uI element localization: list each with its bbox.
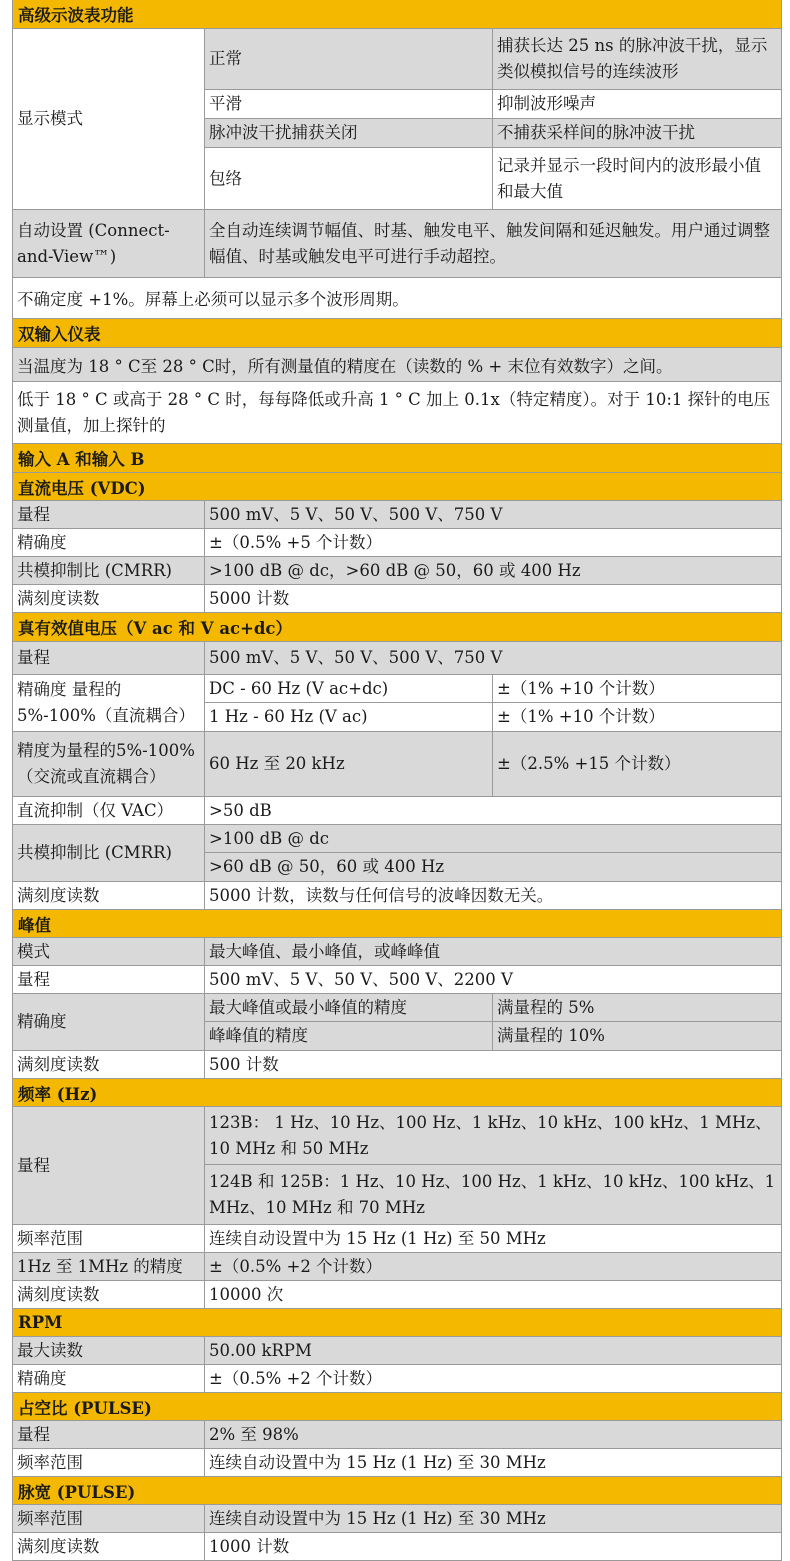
freq-range-group: [13, 1107, 781, 1225]
row-value: >100 dB @ dc: [205, 825, 781, 852]
section-title: 峰值: [18, 915, 51, 935]
section-header-dual-meter: [13, 319, 781, 348]
note-text: 当温度为 18 ° C至 28 ° C时，所有测量值的精度在（读数的 % + 末位有效数字）之间。: [17, 356, 673, 376]
section-title: 直流电压 (VDC): [18, 478, 146, 498]
row-label: 频率范围: [13, 1449, 205, 1476]
row-label: 模式: [13, 938, 205, 965]
acc-row: [205, 675, 781, 703]
vac-cmrr-group: [13, 825, 781, 882]
row-label: 量程: [13, 1107, 205, 1224]
peak-fullscale-row: [13, 1051, 781, 1079]
acc-condition: 峰峰值的精度: [205, 1022, 493, 1050]
row-label: 1Hz 至 1MHz 的精度: [13, 1253, 205, 1280]
freq-range-row: [205, 1165, 781, 1224]
row-label: 满刻度读数: [13, 585, 205, 612]
peak-accuracy-group: [13, 994, 781, 1051]
acc-value: ±（1% +10 个计数）: [493, 675, 781, 702]
row-label: 精确度: [13, 994, 205, 1050]
mode-row: [205, 119, 781, 148]
section-header-freq: [13, 1079, 781, 1107]
section-header-vdc: [13, 473, 781, 501]
row-value: 50.00 kRPM: [205, 1337, 781, 1364]
row-value: 500 计数: [205, 1051, 781, 1078]
vdc-row: [13, 585, 781, 613]
section-title: 双输入仪表: [18, 325, 101, 344]
section-title: 输入 A 和输入 B: [18, 450, 145, 469]
acc-row: [205, 994, 781, 1022]
row-label: 频率范围: [13, 1505, 205, 1532]
row-value: 10000 次: [205, 1281, 781, 1308]
mode-row: [205, 90, 781, 119]
vac-accuracy-group: [13, 675, 781, 732]
row-value: 124B 和 125B：1 Hz、10 Hz、100 Hz、1 kHz、10 kHz、100 kHz、1 MHz、10 MHz 和 70 MHz: [205, 1165, 781, 1224]
row-label: 量程: [13, 966, 205, 993]
row-label: 量程: [13, 1421, 205, 1448]
section-header-pulse: [13, 1477, 781, 1505]
row-label: 直流抑制（仅 VAC）: [13, 797, 205, 824]
row-value: 123B： 1 Hz、10 Hz、100 Hz、1 kHz、10 kHz、100 kHz、1 MHz、10 MHz 和 50 MHz: [205, 1107, 781, 1164]
row-value: 2% 至 98%: [205, 1421, 781, 1448]
section-header-rpm: [13, 1309, 781, 1337]
peak-mode-row: [13, 938, 781, 966]
vdc-row: [13, 557, 781, 585]
row-value: 连续自动设置中为 15 Hz (1 Hz) 至 50 MHz: [205, 1225, 781, 1252]
acc-value: ±（2.5% +15 个计数）: [493, 732, 781, 796]
section-title: 频率 (Hz): [18, 1084, 98, 1104]
row-value: 500 mV、5 V、50 V、500 V、2200 V: [205, 966, 781, 993]
row-value: 500 mV、5 V、50 V、500 V、750 V: [205, 501, 781, 528]
vdc-row: [13, 501, 781, 529]
acc-condition: DC - 60 Hz (V ac+dc): [205, 675, 493, 702]
auto-set-row: [13, 210, 781, 278]
row-label: 满刻度读数: [13, 882, 205, 909]
mode-desc: 抑制波形噪声: [493, 90, 781, 118]
section-header-duty: [13, 1393, 781, 1421]
cmrr-row: [205, 853, 781, 881]
duty-row: [13, 1421, 781, 1449]
acc-value: 满量程的 5%: [493, 994, 781, 1021]
row-label: 精度为量程的5%-100%（交流或直流耦合）: [13, 732, 205, 796]
acc-value: 满量程的 10%: [493, 1022, 781, 1050]
section-title: RPM: [18, 1313, 63, 1332]
mode-row: [205, 148, 781, 209]
pulse-row: [13, 1505, 781, 1533]
note-text: 不确定度 +1%。屏幕上必须可以显示多个波形周期。: [17, 290, 409, 309]
cmrr-row: [205, 825, 781, 853]
row-value: 500 mV、5 V、50 V、500 V、750 V: [205, 642, 781, 674]
rpm-row: [13, 1337, 781, 1365]
row-value: ±（0.5% +5 个计数）: [205, 529, 781, 556]
row-label: 满刻度读数: [13, 1281, 205, 1308]
vac-accuracy2-row: [13, 732, 781, 797]
row-label: 满刻度读数: [13, 1533, 205, 1560]
row-value: ±（0.5% +2 个计数）: [205, 1253, 781, 1280]
mode-name: 脉冲波干扰捕获关闭: [205, 119, 493, 147]
row-value: >100 dB @ dc，>60 dB @ 50，60 或 400 Hz: [205, 557, 781, 584]
section-title: 真有效值电压（V ac 和 V ac+dc）: [18, 619, 292, 638]
mode-desc: 不捕获采样间的脉冲波干扰: [493, 119, 781, 147]
display-mode-label: 显示模式: [13, 29, 205, 209]
note-text: 低于 18 ° C 或高于 28 ° C 时，每每降低或升高 1 ° C 加上 0.1x（特定精度）。对于 10:1 探针的电压测量值，加上探针的: [17, 389, 771, 435]
auto-set-label: 自动设置 (Connect-and-View™): [13, 210, 205, 277]
spec-table: [12, 0, 782, 1561]
section-title: 脉宽 (PULSE): [18, 1482, 136, 1502]
mode-name: 正常: [205, 29, 493, 89]
pulse-row: [13, 1533, 781, 1561]
mode-row: [205, 29, 781, 90]
mode-desc: 记录并显示一段时间内的波形最小值和最大值: [493, 148, 781, 209]
section-title: 占空比 (PULSE): [18, 1398, 152, 1418]
section-header-peak: [13, 910, 781, 938]
acc-row: [205, 703, 781, 731]
row-value: 最大峰值、最小峰值，或峰峰值: [205, 938, 781, 965]
acc-row: [205, 1022, 781, 1050]
auto-set-desc: 全自动连续调节幅值、时基、触发电平、触发间隔和延迟触发。用户通过调整幅值、时基或触发电平可进行手动超控。: [205, 210, 781, 277]
row-label: 精确度 量程的 5%-100%（直流耦合）: [13, 675, 205, 731]
section-title: 高级示波表功能: [18, 6, 134, 25]
row-label: 共模抑制比 (CMRR): [13, 825, 205, 881]
row-value: 连续自动设置中为 15 Hz (1 Hz) 至 30 MHz: [205, 1449, 781, 1476]
row-label: 共模抑制比 (CMRR): [13, 557, 205, 584]
uncertainty-note: [13, 278, 781, 319]
temp-note-2: [13, 382, 781, 444]
row-value: 5000 计数: [205, 585, 781, 612]
acc-condition: 60 Hz 至 20 kHz: [205, 732, 493, 796]
row-value: >50 dB: [205, 797, 781, 824]
freq-range-row: [205, 1107, 781, 1165]
row-label: 量程: [13, 642, 205, 674]
row-label: 精确度: [13, 1365, 205, 1392]
row-value: 1000 计数: [205, 1533, 781, 1560]
vac-fullscale-row: [13, 882, 781, 910]
temp-note: [13, 348, 781, 382]
vac-range-row: [13, 642, 781, 675]
row-label: 量程: [13, 501, 205, 528]
duty-row: [13, 1449, 781, 1477]
vdc-row: [13, 529, 781, 557]
freq-row: [13, 1281, 781, 1309]
section-header-inputs: [13, 444, 781, 473]
rpm-row: [13, 1365, 781, 1393]
row-value: 连续自动设置中为 15 Hz (1 Hz) 至 30 MHz: [205, 1505, 781, 1532]
vac-dc-rejection-row: [13, 797, 781, 825]
mode-name: 平滑: [205, 90, 493, 118]
row-value: >60 dB @ 50，60 或 400 Hz: [205, 853, 781, 881]
mode-name: 包络: [205, 148, 493, 209]
row-label: 频率范围: [13, 1225, 205, 1252]
display-mode-group: [13, 29, 781, 210]
row-value: ±（0.5% +2 个计数）: [205, 1365, 781, 1392]
mode-desc: 捕获长达 25 ns 的脉冲波干扰，显示类似模拟信号的连续波形: [493, 29, 781, 89]
row-label: 满刻度读数: [13, 1051, 205, 1078]
acc-value: ±（1% +10 个计数）: [493, 703, 781, 731]
acc-condition: 最大峰值或最小峰值的精度: [205, 994, 493, 1021]
row-label: 最大读数: [13, 1337, 205, 1364]
peak-range-row: [13, 966, 781, 994]
section-header-vac: [13, 613, 781, 642]
freq-row: [13, 1253, 781, 1281]
section-header-adv-scope: [13, 0, 781, 29]
freq-row: [13, 1225, 781, 1253]
row-value: 5000 计数，读数与任何信号的波峰因数无关。: [205, 882, 781, 909]
acc-condition: 1 Hz - 60 Hz (V ac): [205, 703, 493, 731]
row-label: 精确度: [13, 529, 205, 556]
